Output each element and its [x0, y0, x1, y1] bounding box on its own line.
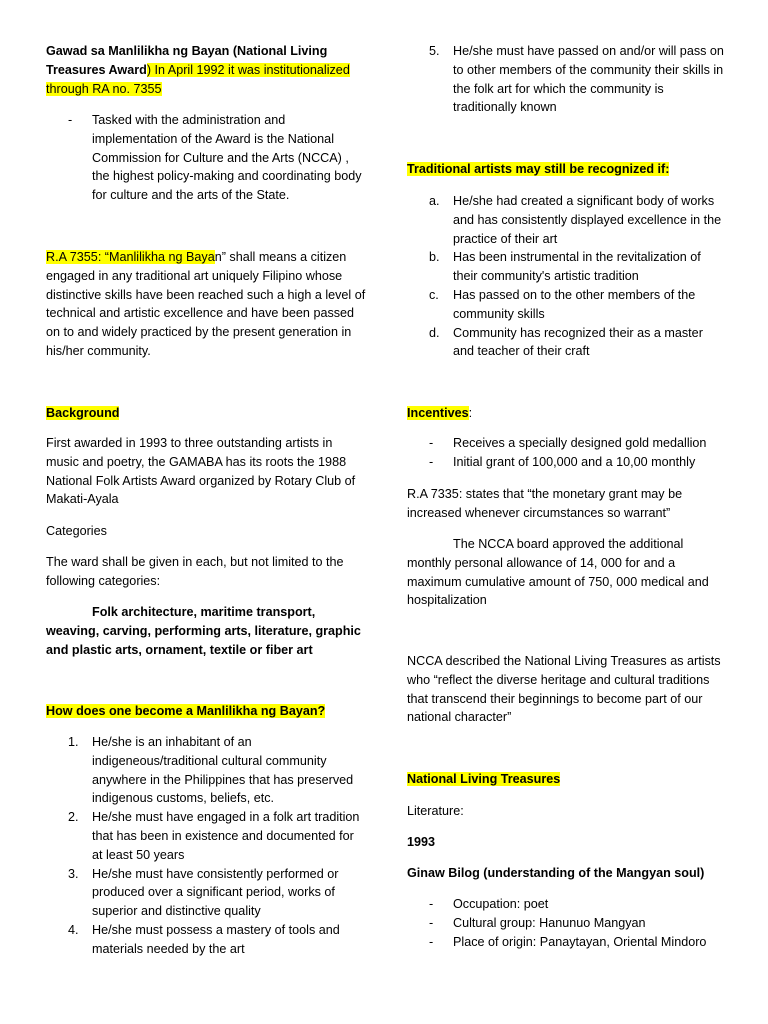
work-title: Ginaw Bilog (understanding of the Mangyan soul): [407, 866, 705, 880]
work-details-list: [407, 895, 725, 951]
list-item: - Place of origin: Panaytayan, Oriental Mindoro: [429, 934, 707, 949]
traditional-heading: Traditional artists may still be recognized if:: [407, 162, 670, 176]
how-list-continued: [407, 42, 725, 117]
list-item: a. He/she had created a significant body of works and has consistently displayed excellence in the practice of their art: [429, 194, 722, 246]
list-item: 5. He/she must have passed on and/or will pass on to other members of the community their skills in the folk art for which the community is traditionally known: [429, 44, 724, 115]
list-item: - Initial grant of 100,000 and a 10,00 monthly: [429, 454, 696, 469]
list-item: - Receives a specially designed gold medallion: [429, 436, 707, 450]
how-heading: How does one become a Manlilikha ng Bayan?: [46, 704, 326, 718]
categories-intro: The ward shall be given in each, but not limited to the following categories:: [46, 555, 344, 588]
ncca-board-text: The NCCA board approved the additional monthly personal allowance of 14, 000 for and a maximum cumulative amount of 750, 000 medical and hospitalization: [407, 537, 709, 608]
tasked-list: [46, 111, 366, 205]
traditional-list: [407, 192, 725, 361]
list-item: d. Community has recognized their as a master and teacher of their craft: [429, 325, 703, 359]
background-heading: Background: [46, 406, 120, 420]
incentives-heading: Incentives:: [407, 406, 473, 420]
award-title-highlight: ) In April 1992 it was institutionalized through RA no. 7355: [46, 62, 350, 96]
award-title-bold: Gawad sa Manlilikha ng Bayan (National Living Treasures Award: [46, 44, 328, 77]
year-label: 1993: [407, 835, 436, 849]
literature-label: Literature:: [407, 804, 464, 818]
categories-list: Folk architecture, maritime transport, weaving, carving, performing arts, literature, graphic and plastic arts, ornament, textile or fiber art: [46, 605, 361, 657]
ra-7355-definition: R.A 7355: “Manlilikha ng Bayan” shall means a citizen engaged in any traditional art uniquely Filipino whose distinctive skills have been reached such a high a level of technical and artistic excellence and have been passed on to and widely practiced by the present generation in his/her community.: [46, 250, 366, 358]
list-item: - Occupation: poet: [429, 897, 549, 911]
background-text: First awarded in 1993 to three outstanding artists in music and poetry, the GAMABA has its roots the 1988 National Folk Artists Award organized by Rotary Club of Makati-Ayala: [46, 436, 356, 507]
list-item: - Tasked with the administration and implementation of the Award is the National Commission for Culture and the Arts (NCCA) , the highest policy-making and coordinating body for culture and the arts of the State.: [68, 113, 362, 203]
list-item: 1. He/she is an inhabitant of an indigeneous/traditional cultural community anywhere in the Philippines that has preserved indigenous customs, beliefs, etc.: [68, 735, 354, 806]
list-item: 4. He/she must possess a mastery of tools and materials needed by the art: [68, 922, 340, 956]
list-item: 3. He/she must have consistently performed or produced over a significant period, works of superior and distinctive quality: [68, 866, 339, 919]
award-title: [46, 42, 366, 98]
how-list: [46, 733, 366, 959]
list-item: b. Has been instrumental in the revitalization of their community's artistic tradition: [429, 250, 701, 284]
ncca-described-text: NCCA described the National Living Treasures as artists who “reflect the diverse heritage and cultural traditions that transcend their beginnings to become part of our national character”: [407, 654, 721, 725]
ra-7355-highlight: R.A 7355: “Manlilikha ng Baya: [46, 250, 215, 264]
list-item: - Cultural group: Hanunuo Mangyan: [429, 915, 646, 930]
list-item: c. Has passed on to the other members of the community skills: [429, 287, 696, 321]
list-item: 2. He/she must have engaged in a folk art tradition that has been in existence and documented for at least 50 years: [68, 810, 360, 862]
ra-7335-text: R.A 7335: states that “the monetary grant may be increased whenever circumstances so warrant”: [407, 487, 683, 520]
categories-label: Categories: [46, 524, 107, 538]
incentives-list: [407, 434, 725, 472]
nlt-heading: National Living Treasures: [407, 772, 561, 786]
